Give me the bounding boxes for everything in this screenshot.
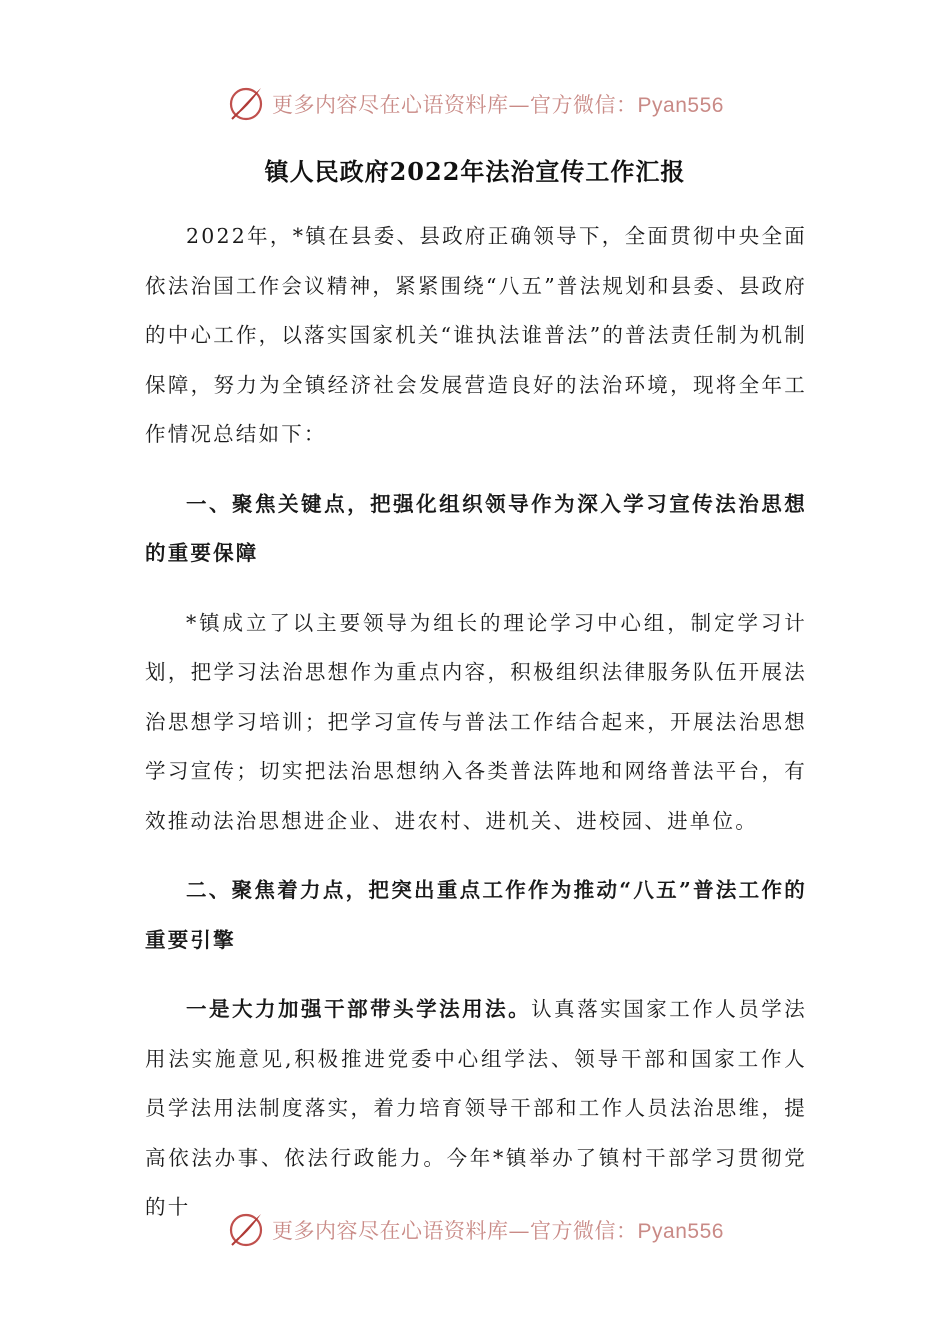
document-title: 镇人民政府2022年法治宣传工作汇报 [264, 157, 686, 186]
watermark-footer [0, 1208, 950, 1252]
section-1-paragraph: *镇成立了以主要领导为组长的理论学习中心组，制定学习计划，把学习法治思想作为重点内容，积极组织法律服务队伍开展法治思想学习培训；把学习宣传与普法工作结合起来，开展法治思想学习宣传；切实把法治思想纳入各类普法阵地和网络普法平台，有效推动法治思想进企业、进农村、进机关、进校园、进单位。 [145, 610, 807, 833]
watermark-text: 更多内容尽在心语资料库—官方微信：Pyan556 [272, 1219, 724, 1243]
section-2-item-1-lead: 一是大力加强干部带头学法用法。 [186, 997, 532, 1021]
watermark-header [0, 82, 950, 126]
watermark-wechat-id: Pyan556 [637, 94, 724, 117]
quill-pen-logo-icon [226, 84, 266, 124]
quill-pen-logo-icon [226, 1210, 266, 1250]
watermark-text: 更多内容尽在心语资料库—官方微信：Pyan556 [272, 93, 724, 117]
section-2-heading: 二、聚焦着力点，把突出重点工作作为推动“八五”普法工作的重要引擎 [145, 878, 807, 952]
section-2-item-1-paragraph [145, 985, 807, 1233]
watermark-wechat-id: Pyan556 [637, 1220, 724, 1243]
intro-paragraph: 2022年，*镇在县委、县政府正确领导下，全面贯彻中央全面依法治国工作会议精神，紧紧围绕“八五”普法规划和县委、县政府的中心工作，以落实国家机关“谁执法谁普法”的普法责任制为机制保障，努力为全镇经济社会发展营造良好的法治环境，现将全年工作情况总结如下： [145, 224, 807, 446]
section-2-item-1-text: 认真落实国家工作人员学法用法实施意见,积极推进党委中心组学法、领导干部和国家工作人员学法用法制度落实，着力培育领导干部和工作人员法治思维，提高依法办事、依法行政能力。今年*镇举办了镇村干部学习贯彻党的十 [145, 997, 807, 1219]
document-body [145, 212, 807, 1233]
section-1-heading: 一、聚焦关键点，把强化组织领导作为深入学习宣传法治思想的重要保障 [145, 491, 807, 565]
